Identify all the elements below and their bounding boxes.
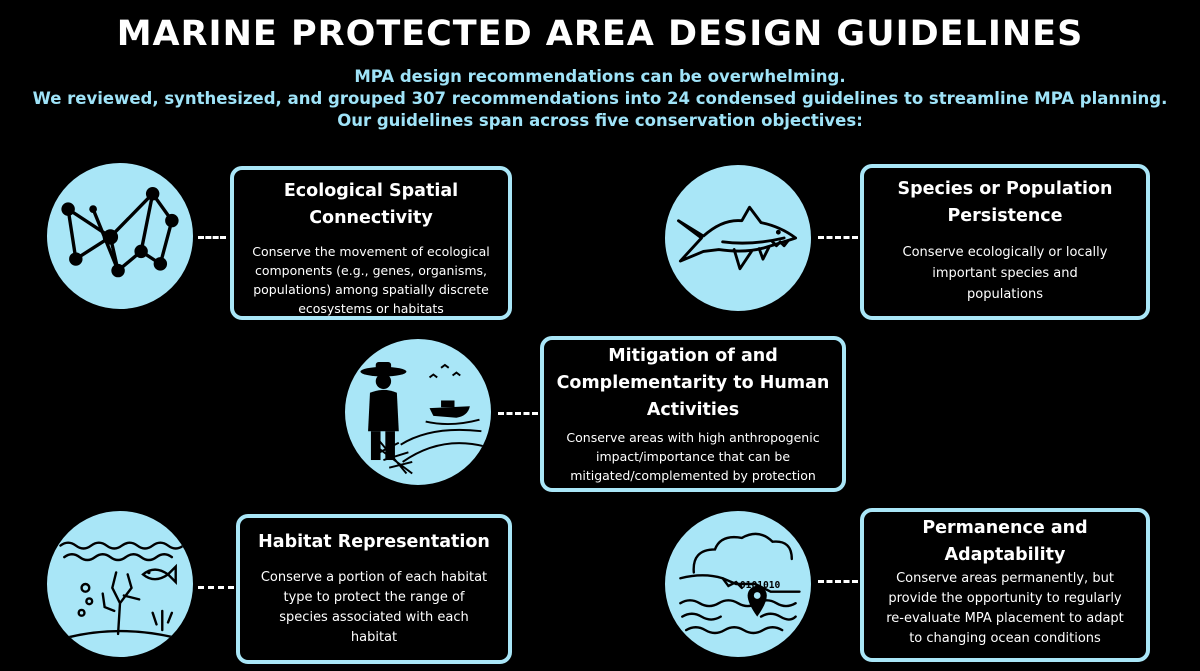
intro-line: MPA design recommendations can be overwhelming. (354, 67, 846, 86)
objective-title: Adaptability (944, 545, 1066, 565)
objective-box-connectivity (230, 166, 512, 320)
objective-title: Permanence and (922, 518, 1088, 538)
intro-line: We reviewed, synthesized, and grouped 307 recommendations into 24 condensed guidelines to streamline MPA planning. (32, 89, 1168, 108)
objective-title: Persistence (947, 206, 1063, 226)
objective-description: populations) among spatially discrete (253, 282, 489, 297)
intro-text (0, 66, 1200, 132)
objective-description: Conserve a portion of each habitat (260, 570, 488, 585)
coral-fish-icon (44, 508, 196, 660)
objective-description: Conserve the movement of ecological (252, 244, 490, 259)
objective-title: Connectivity (309, 208, 433, 228)
objective-description: impact/importance that can be (595, 449, 791, 464)
objective-description: habitat (350, 630, 398, 645)
objective-box-mitigation (540, 336, 846, 492)
fisherman-icon (342, 336, 494, 488)
objective-description: important species and (932, 266, 1078, 281)
objective-title: Mitigation of and (608, 346, 778, 366)
connector-line (198, 236, 226, 242)
objective-description: Conserve ecologically or locally (902, 245, 1108, 260)
objective-description: ecosystems or habitats (298, 301, 444, 316)
connector-line (198, 586, 234, 592)
objective-description: provide the opportunity to regularly (888, 591, 1122, 606)
svg-text:0101010: 0101010 (739, 579, 781, 591)
objective-description: components (e.g., genes, organisms, (254, 263, 488, 278)
objective-description: to changing ocean conditions (909, 631, 1101, 646)
objective-title: Activities (646, 400, 740, 420)
objective-description: Conserve areas with high anthropogenic (566, 430, 820, 445)
network-icon (44, 160, 196, 312)
objective-title: Complementarity to Human (556, 373, 830, 393)
shark-icon (662, 162, 814, 314)
objective-description: mitigated/complemented by protection (570, 468, 816, 483)
objective-title: Habitat Representation (258, 532, 490, 552)
objective-description: populations (967, 287, 1043, 302)
objective-title: Ecological Spatial (283, 181, 459, 201)
coast-location-icon (662, 508, 814, 660)
objective-box-permanence (860, 508, 1150, 662)
page-title: MARINE PROTECTED AREA DESIGN GUIDELINES (116, 14, 1084, 54)
connector-line (818, 236, 858, 242)
intro-line: Our guidelines span across five conservation objectives: (337, 111, 863, 130)
objective-description: type to protect the range of (283, 590, 465, 605)
objective-description: species associated with each (279, 610, 469, 625)
objective-box-persistence (860, 164, 1150, 320)
objective-description: Conserve areas permanently, but (896, 571, 1114, 586)
connector-line (498, 412, 538, 418)
objective-title: Species or Population (897, 179, 1113, 199)
connector-line (818, 580, 858, 586)
objective-box-habitat (236, 514, 512, 664)
objective-description: re-evaluate MPA placement to adapt (886, 611, 1124, 626)
